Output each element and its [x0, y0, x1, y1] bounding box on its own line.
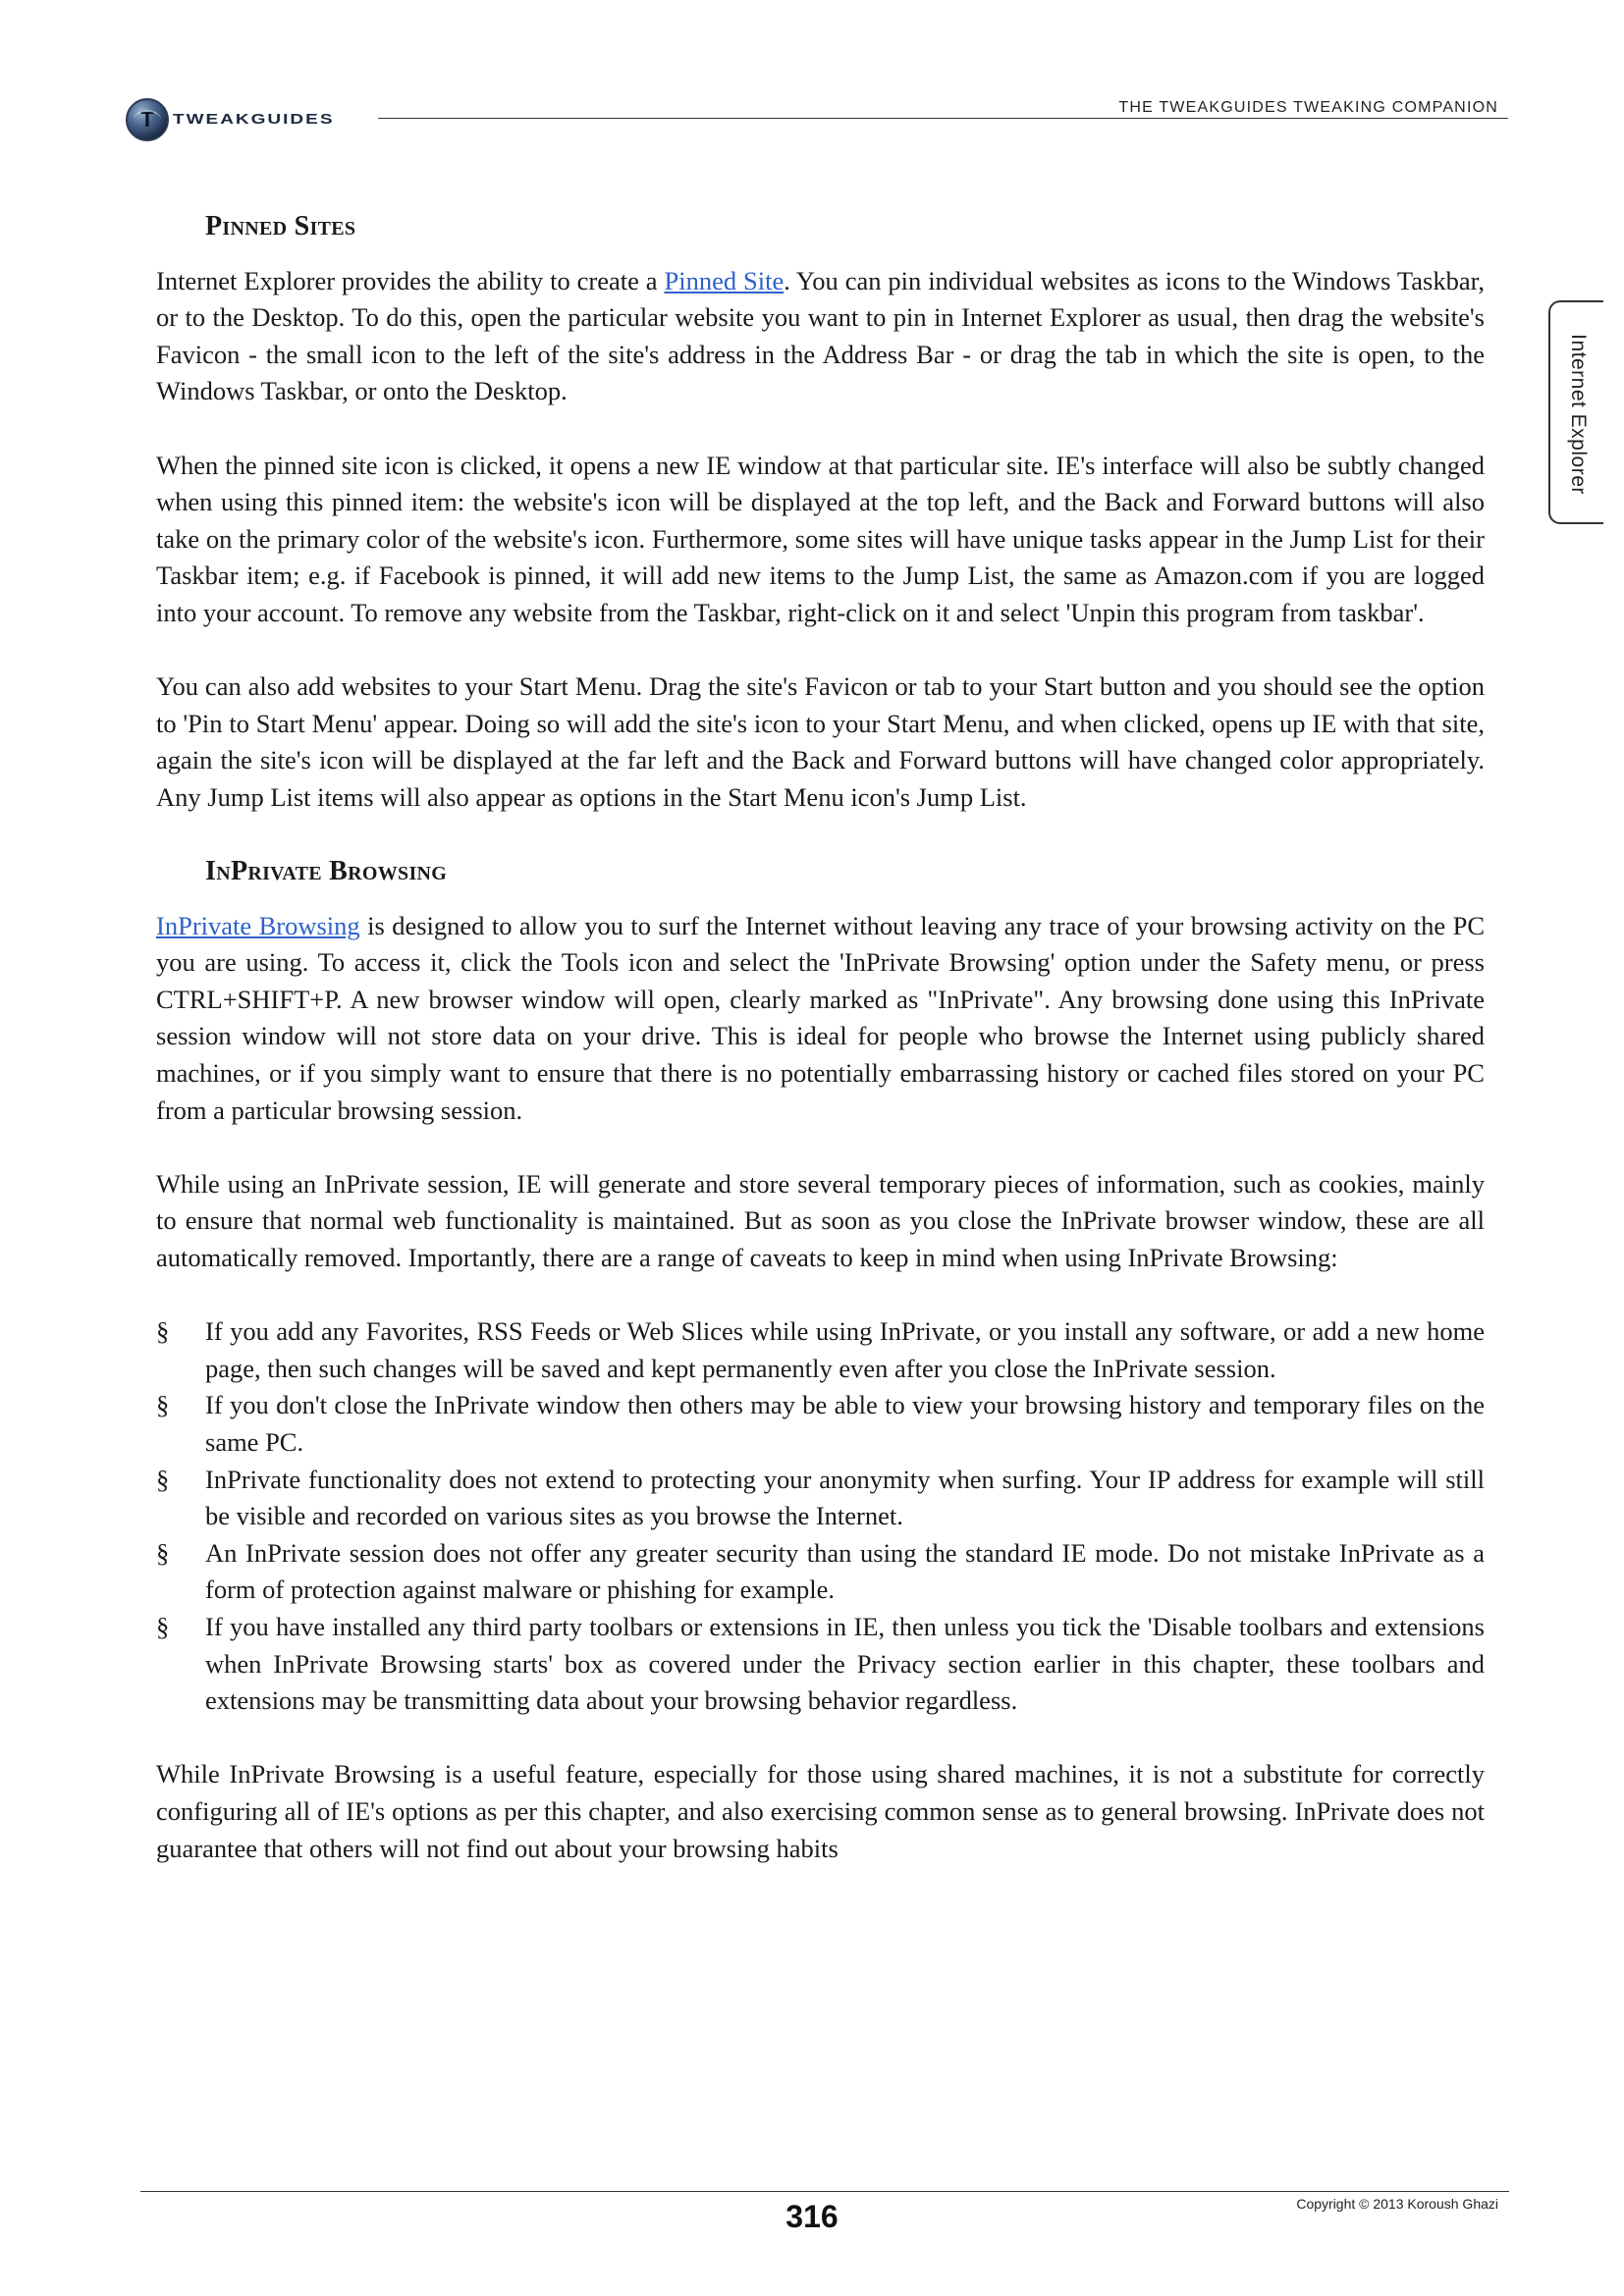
- section-sign-bullet: §: [156, 1537, 170, 1568]
- list-item-text: If you add any Favorites, RSS Feeds or Web Slices while using InPrivate, or you install any software, or add a new home page, then such changes will be saved and kept permanently even after you close the InPrivate session.: [205, 1316, 1485, 1383]
- list-item: [156, 1535, 1485, 1609]
- section-sign-bullet: §: [156, 1390, 170, 1420]
- paragraph-text: . You can pin individual websites as icons to the Windows Taskbar, or to the Desktop. To do this, open the particular website you want to pin in Internet Explorer as usual, then drag the website's Favicon - the small icon to the left of the site's address in the Address Bar - or drag the tab in which the site is open, to the Windows Taskbar, or onto the Desktop.: [156, 265, 1485, 406]
- section-sign-bullet: §: [156, 1464, 170, 1494]
- list-item: [156, 1609, 1485, 1720]
- list-item: [156, 1462, 1485, 1535]
- list-item: [156, 1313, 1485, 1387]
- paragraph: When the pinned site icon is clicked, it opens a new IE window at that particular site. IE's interface will also be subtly changed when using this pinned item: the website's icon will be displayed at the top left, and the Back and Forward buttons will also take on the primary color of the website's icon. Furthermore, some sites will have unique tasks appear in the Jump List for their Taskbar item; e.g. if Facebook is pinned, it will add new items to the Jump List, the same as Amazon.com if you are logged into your account. To remove any website from the Taskbar, right-click on it and select 'Unpin this program from taskbar'.: [156, 450, 1485, 627]
- caveat-list: [156, 1313, 1485, 1720]
- section-sign-bullet: §: [156, 1316, 170, 1347]
- copyright-notice: Copyright © 2013 Koroush Ghazi: [1296, 2196, 1498, 2212]
- list-item-text: If you have installed any third party toolbars or extensions in IE, then unless you tick the 'Disable toolbars and extensions when InPrivate Browsing starts' box as covered under the Privacy section earlier in this chapter, these toolbars and extensions may be transmitting data about your browsing behavior regardless.: [205, 1611, 1485, 1716]
- page-number: 316: [785, 2199, 839, 2234]
- section-sign-bullet: §: [156, 1611, 170, 1641]
- list-item-text: An InPrivate session does not offer any greater security than using the standard IE mode. Do not mistake InPrivate as a form of protection against malware or phishing for example.: [205, 1537, 1485, 1605]
- paragraph: [156, 908, 1485, 1130]
- list-item-text: InPrivate functionality does not extend to protecting your anonymity when surfing. Your IP address for example will still be visible and recorded on various sites as you browse the Internet.: [205, 1464, 1485, 1531]
- inprivate-browsing-link[interactable]: InPrivate Browsing: [156, 910, 360, 940]
- header-title: THE TWEAKGUIDES TWEAKING COMPANION: [1118, 99, 1498, 116]
- paragraph: While InPrivate Browsing is a useful feature, especially for those using shared machines, it is not a substitute for correctly configuring all of IE's options as per this chapter, and also exercising common sense as to general browsing. InPrivate does not guarantee that others will not find out about your browsing habits: [156, 1759, 1485, 1863]
- chapter-side-tab: [1548, 300, 1603, 524]
- section-heading-inprivate-browsing: InPrivate Browsing: [205, 856, 448, 887]
- pinned-site-link[interactable]: Pinned Site: [664, 265, 785, 295]
- paragraph-text: Internet Explorer provides the ability to create a: [156, 265, 665, 295]
- paragraph-text: is designed to allow you to surf the Internet without leaving any trace of your browsing activity on the PC you are using. To access it, click the Tools icon and select the 'InPrivate Browsing' option under the Safety menu, or press CTRL+SHIFT+P. A new browser window will open, clearly marked as "InPrivate". Any browsing done using this InPrivate session window will not store data on your drive. This is ideal for people who browse the Internet using publicly shared machines, or if you simply want to ensure that there is no potentially embarrassing history or cached files stored on your PC from a particular browsing session.: [156, 910, 1486, 1125]
- logo-wordmark: TWEAKGUIDES: [173, 111, 335, 128]
- list-item: [156, 1387, 1485, 1461]
- header-rule: [378, 118, 1508, 119]
- tweakguides-logo: [126, 96, 335, 143]
- paragraph: While using an InPrivate session, IE will generate and store several temporary pieces of information, such as cookies, mainly to ensure that normal web functionality is maintained. But as soon as you close the InPrivate browser window, these are all automatically removed. Importantly, there are a range of caveats to keep in mind when using InPrivate Browsing:: [156, 1168, 1485, 1273]
- paragraph: You can also add websites to your Start Menu. Drag the site's Favicon or tab to your Start button and you should see the option to 'Pin to Start Menu' appear. Doing so will add the site's icon to your Start Menu, and when clicked, opens up IE with that site, again the site's icon will be displayed at the far left and the Back and Forward buttons will have changed color appropriately. Any Jump List items will also appear as options in the Start Menu icon's Jump List.: [156, 671, 1485, 812]
- chapter-side-tab-label: Internet Explorer: [1567, 334, 1590, 495]
- page-content: [156, 208, 1485, 1867]
- section-heading-pinned-sites: Pinned Sites: [205, 211, 356, 241]
- logo-initial: T: [140, 107, 154, 132]
- footer-rule: [140, 2191, 1509, 2192]
- globe-icon: [126, 98, 169, 141]
- paragraph: [156, 263, 1485, 410]
- list-item-text: If you don't close the InPrivate window then others may be able to view your browsing history and temporary files on the same PC.: [205, 1390, 1485, 1457]
